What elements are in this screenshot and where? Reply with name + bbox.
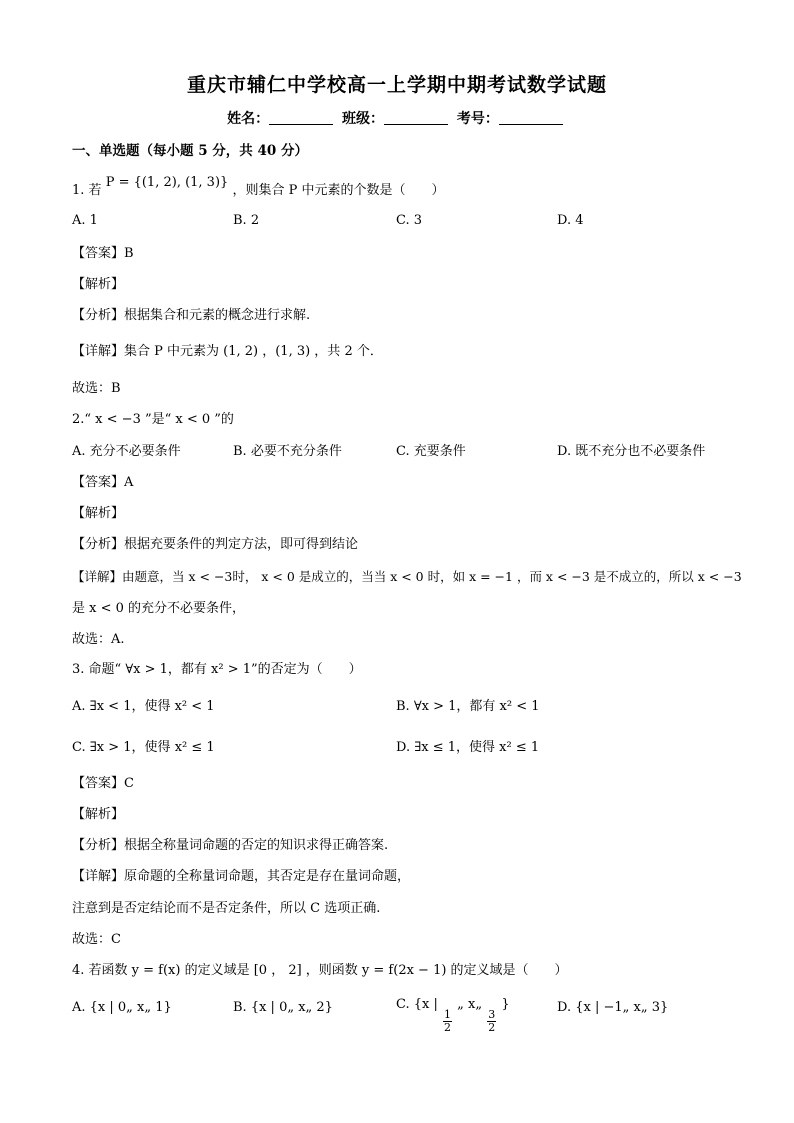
q2-option-c: C. 充要条件: [396, 444, 466, 459]
q1-choice: 故选：B: [72, 381, 121, 396]
q4-option-c-frac2: [487, 1009, 496, 1034]
q4-stem: 4. 若函数 y = f(x) 的定义域是 [0 ， 2] ，则函数 y = f(2x − 1) 的定义域是（ ）: [72, 963, 568, 978]
q1-option-b: B. 2: [233, 213, 260, 228]
q3-xiangjie-cont: 注意到是否定结论而不是否定条件，所以 C 选项正确.: [72, 901, 381, 916]
q1-set: P = {(1, 2), (1, 3)}: [105, 175, 229, 190]
q2-option-a: A. 充分不必要条件: [72, 444, 181, 459]
q4-option-c-frac1: [443, 1009, 452, 1034]
frac1-numerator: 1: [444, 1008, 452, 1021]
q3-analysis: 【解析】: [72, 807, 125, 822]
document-title: 重庆市辅仁中学校高一上学期中期考试数学试题: [186, 74, 607, 96]
q2-xiangjie-cont: 是 x < 0 的充分不必要条件，: [72, 601, 246, 616]
q2-answer: 【答案】A: [72, 475, 134, 490]
name-blank: [269, 110, 333, 125]
frac1-denominator: 2: [444, 1021, 452, 1034]
number-label: 考号：: [456, 111, 499, 127]
q3-option-c: C. ∃x > 1，使得 x² ≤ 1: [72, 740, 215, 755]
q1-answer: 【答案】B: [72, 246, 134, 261]
frac2-numerator: 3: [488, 1008, 496, 1021]
q3-answer: 【答案】C: [72, 776, 134, 791]
student-info-row: [0, 108, 794, 128]
q4-option-c: [396, 996, 510, 1034]
q4-option-c-prefix: C. {x |: [396, 997, 438, 1012]
q1-stem: [72, 175, 445, 200]
section-heading: 一、单选题（每小题 5 分，共 40 分）: [72, 143, 308, 159]
q2-stem: 2.“ x < −3 ”是“ x < 0 ”的: [72, 412, 234, 427]
q1-option-a: A. 1: [72, 213, 98, 228]
q1-option-d: D. 4: [557, 213, 584, 228]
q4-option-d: D. {x | −1„ x„ 3}: [557, 1000, 669, 1015]
q4-option-c-suffix: }: [501, 997, 510, 1012]
q3-fenxi: 【分析】根据全称量词命题的否定的知识求得正确答案.: [72, 838, 389, 853]
number-blank: [499, 110, 563, 125]
q2-fenxi: 【分析】根据充要条件的判定方法，即可得到结论: [72, 537, 359, 552]
q2-choice: 故选：A.: [72, 632, 125, 647]
q1-analysis: 【解析】: [72, 277, 125, 292]
q1-option-c: C. 3: [396, 213, 423, 228]
q1-xiangjie: 【详解】集合 P 中元素为 (1, 2) ，(1, 3) ，共 2 个．: [72, 344, 383, 359]
name-label: 姓名：: [227, 111, 270, 127]
q4-option-c-mid: „ x„: [457, 997, 483, 1012]
q1-stem-text: ，则集合 P 中元素的个数是（ ）: [232, 183, 445, 198]
q3-choice: 故选：C: [72, 932, 121, 947]
frac2-denominator: 2: [488, 1021, 496, 1034]
q2-analysis: 【解析】: [72, 506, 125, 521]
q2-xiangjie: 【详解】由题意，当 x < −3时， x < 0 是成立的，当当 x < 0 时，如 x = −1 ，而 x < −3 是不成立的，所以 x < −3: [72, 569, 742, 584]
class-label: 班级：: [342, 111, 384, 127]
q3-option-d: D. ∃x ≤ 1，使得 x² ≤ 1: [396, 740, 540, 755]
q3-xiangjie: 【详解】原命题的全称量词命题，其否定是存在量词命题，: [72, 869, 411, 884]
q2-option-d: D. 既不充分也不必要条件: [557, 444, 706, 459]
q3-option-a: A. ∃x < 1，使得 x² < 1: [72, 699, 215, 714]
q2-option-b: B. 必要不充分条件: [233, 444, 342, 459]
class-blank: [384, 110, 448, 125]
q3-option-b: B. ∀x > 1，都有 x² < 1: [396, 699, 540, 714]
q4-option-a: A. {x | 0„ x„ 1}: [72, 1000, 172, 1015]
q1-number: 1. 若: [72, 183, 102, 198]
q1-fenxi: 【分析】根据集合和元素的概念进行求解.: [72, 308, 311, 323]
q4-option-b: B. {x | 0„ x„ 2}: [233, 1000, 333, 1015]
q3-stem: 3. 命题“ ∀x > 1，都有 x² > 1”的否定为（ ）: [72, 662, 362, 677]
